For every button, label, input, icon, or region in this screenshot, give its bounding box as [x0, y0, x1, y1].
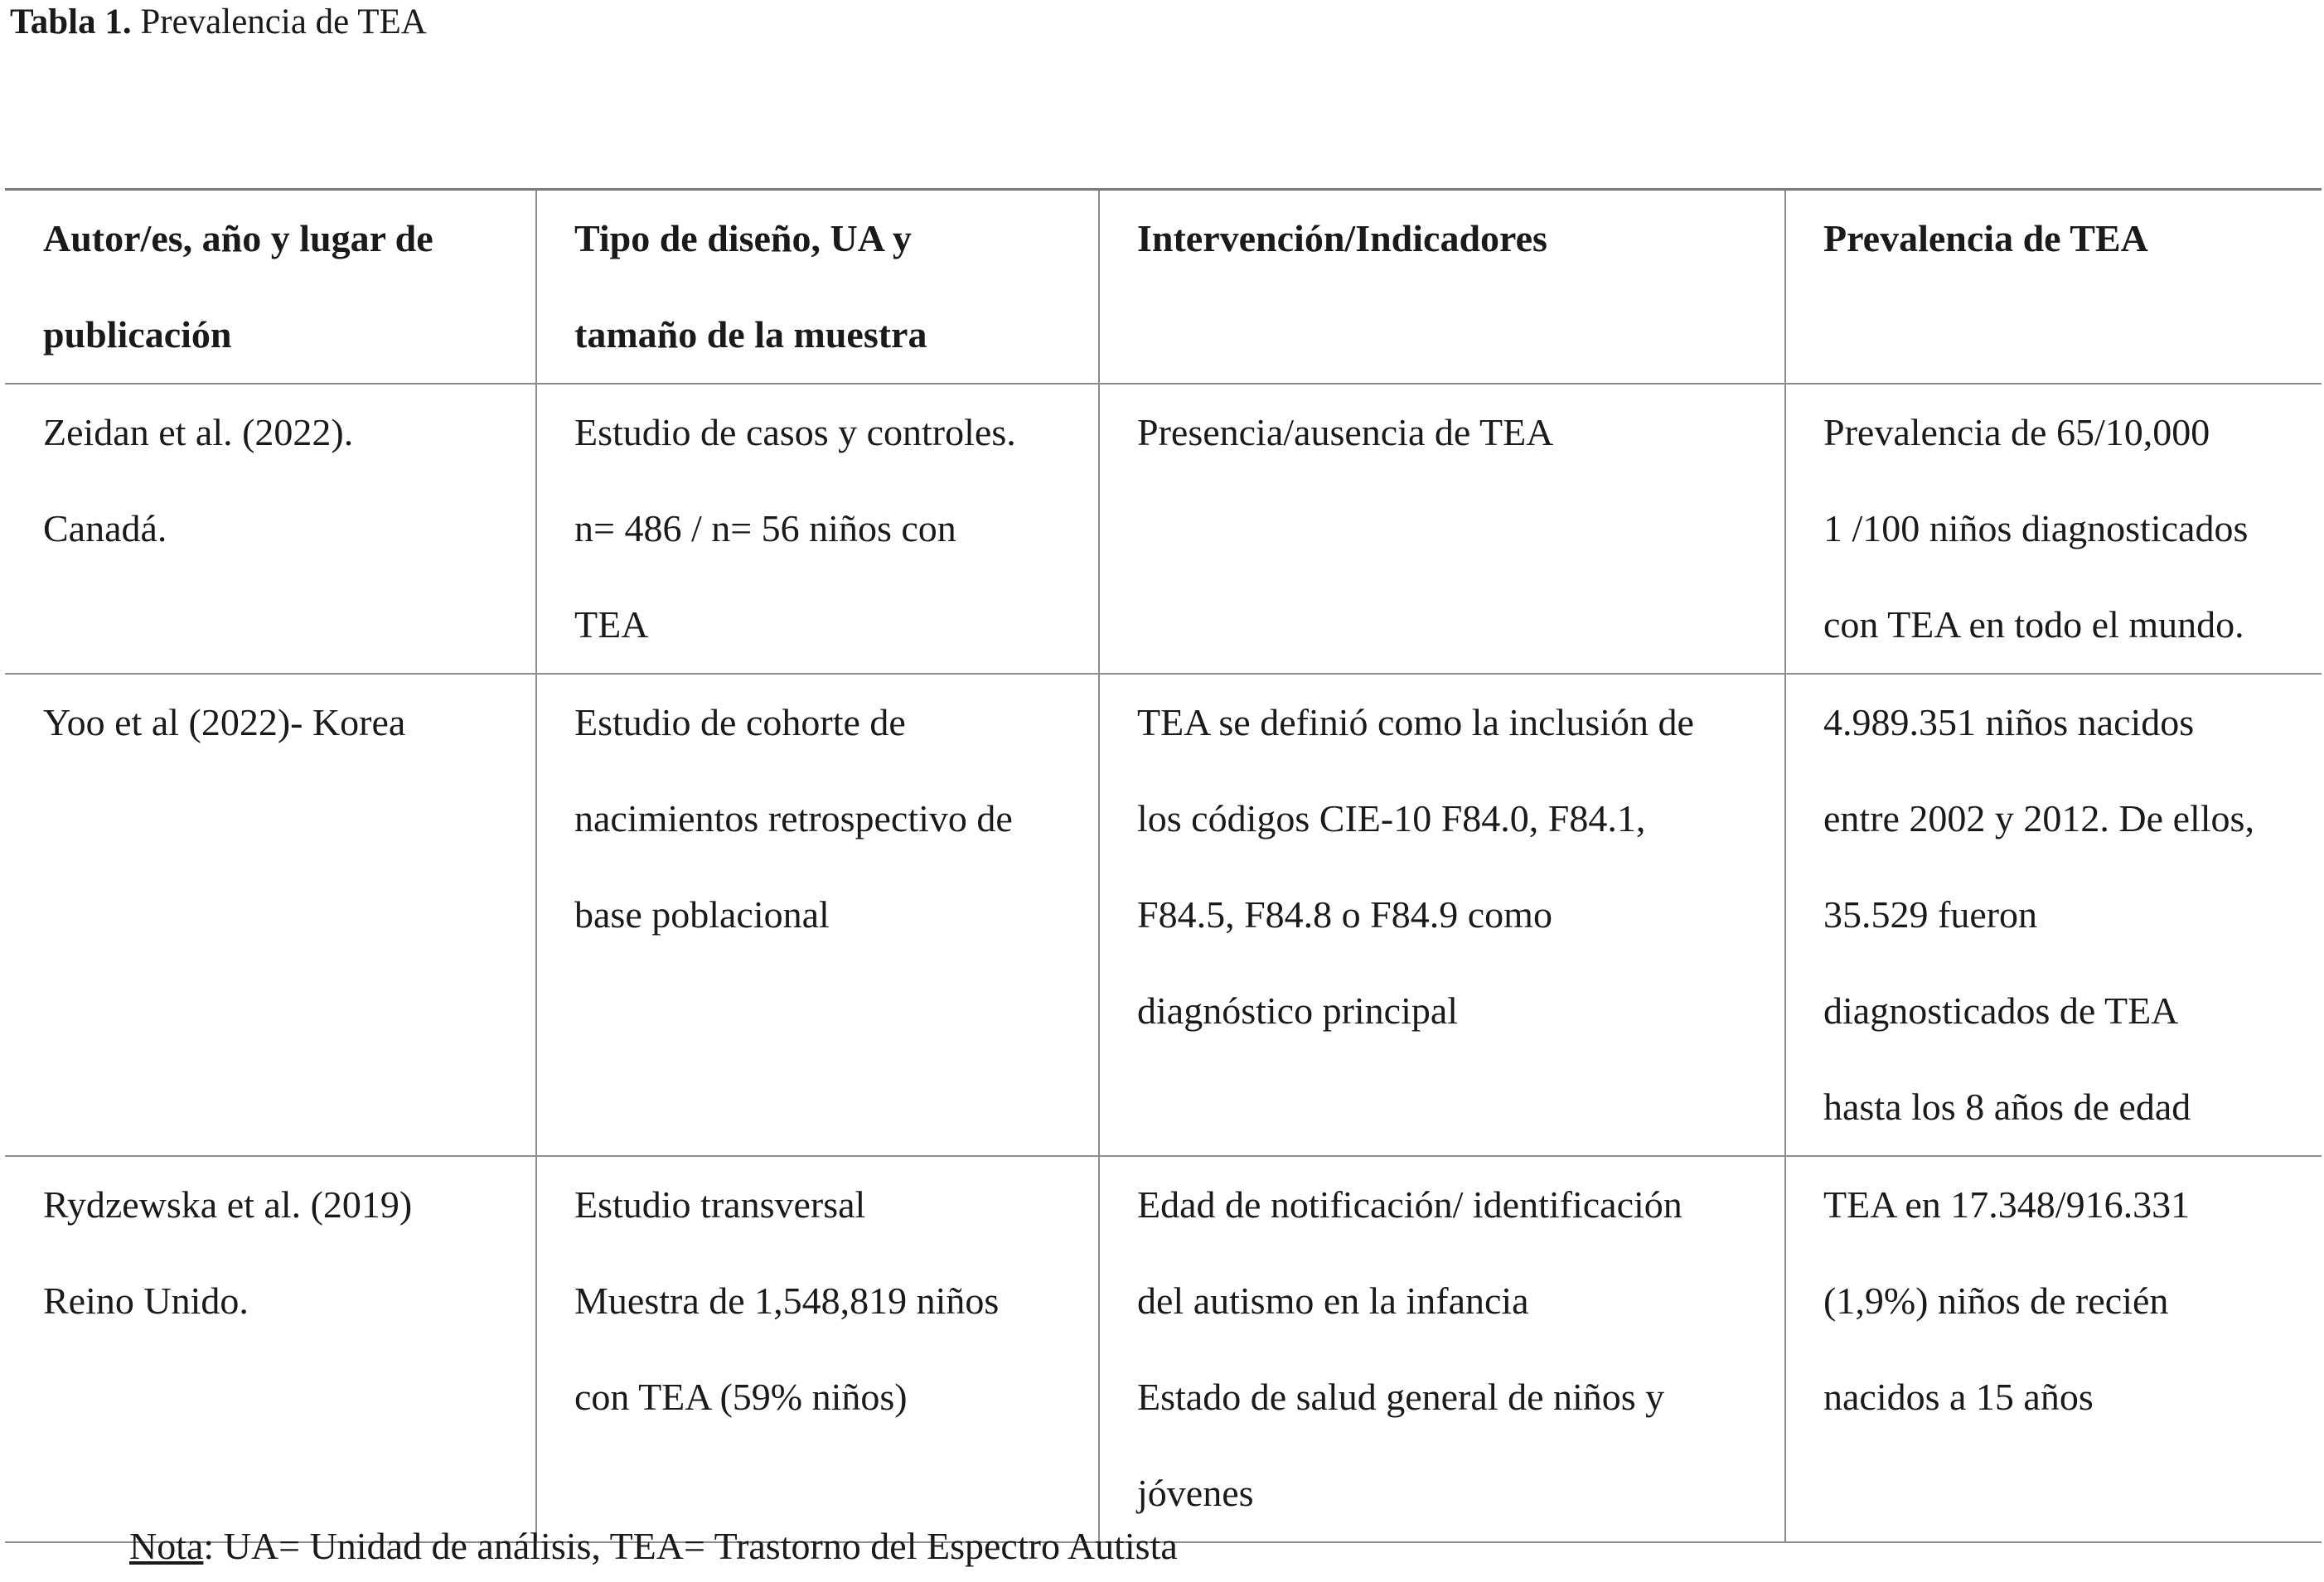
header-design	[536, 190, 1099, 385]
cell-intervention	[1099, 674, 1785, 1156]
cell-line: diagnóstico principal	[1137, 989, 1459, 1032]
note-text: : UA= Unidad de análisis, TEA= Trastorno del Espectro Autista	[203, 1525, 1178, 1567]
cell-design	[536, 384, 1099, 674]
cell-line: Estudio de cohorte de	[574, 701, 906, 743]
cell-line: diagnosticados de TEA	[1823, 989, 2179, 1032]
header-design-line: tamaño de la muestra	[574, 313, 927, 356]
cell-design	[536, 674, 1099, 1156]
cell-line: jóvenes	[1137, 1472, 1254, 1514]
cell-line: Muestra de 1,548,819 niños	[574, 1280, 1000, 1322]
cell-line: Yoo et al (2022)- Korea	[43, 701, 406, 743]
cell-author	[5, 384, 536, 674]
header-intervention	[1099, 190, 1785, 385]
cell-prevalence	[1785, 674, 2322, 1156]
cell-line: con TEA (59% niños)	[574, 1376, 908, 1418]
table-row	[5, 1156, 2322, 1542]
header-author	[5, 190, 536, 385]
note-label: Nota	[129, 1525, 204, 1567]
table-header	[5, 190, 2322, 385]
table-row	[5, 384, 2322, 674]
cell-line: 4.989.351 niños nacidos	[1823, 701, 2195, 743]
caption-text: Prevalencia de TEA	[140, 2, 427, 41]
cell-line: Reino Unido.	[43, 1280, 249, 1322]
cell-line: Estado de salud general de niños y	[1137, 1376, 1665, 1418]
cell-design	[536, 1156, 1099, 1542]
cell-line: TEA se definió como la inclusión de	[1137, 701, 1694, 743]
cell-line: F84.5, F84.8 o F84.9 como	[1137, 893, 1552, 936]
table-caption	[10, 0, 427, 45]
cell-line: TEA en 17.348/916.331	[1823, 1183, 2191, 1226]
cell-line: Canadá.	[43, 507, 167, 549]
header-prevalence	[1785, 190, 2322, 385]
cell-intervention	[1099, 1156, 1785, 1542]
cell-line: Edad de notificación/ identificación	[1137, 1183, 1682, 1226]
header-intervention-line: Intervención/Indicadores	[1137, 217, 1547, 259]
cell-line: Estudio transversal	[574, 1183, 866, 1226]
cell-line: del autismo en la infancia	[1137, 1280, 1529, 1322]
prevalence-table	[5, 188, 2322, 1543]
cell-line: Rydzewska et al. (2019)	[43, 1183, 413, 1226]
header-prevalence-line: Prevalencia de TEA	[1823, 217, 2148, 259]
cell-line: 1 /100 niños diagnosticados	[1823, 507, 2249, 549]
header-row	[5, 190, 2322, 385]
cell-line: Prevalencia de 65/10,000	[1823, 411, 2210, 453]
cell-line: TEA	[574, 603, 649, 646]
cell-line: Zeidan et al. (2022).	[43, 411, 354, 453]
cell-line: hasta los 8 años de edad	[1823, 1086, 2191, 1128]
cell-author	[5, 674, 536, 1156]
cell-line: entre 2002 y 2012. De ellos,	[1823, 797, 2254, 839]
cell-line: nacimientos retrospectivo de	[574, 797, 1013, 839]
cell-prevalence	[1785, 384, 2322, 674]
cell-line: n= 486 / n= 56 niños con	[574, 507, 956, 549]
cell-line: 35.529 fueron	[1823, 893, 2038, 936]
cell-line: nacidos a 15 años	[1823, 1376, 2094, 1418]
header-author-line: publicación	[43, 313, 232, 356]
cell-line: Estudio de casos y controles.	[574, 411, 1016, 453]
caption-label: Tabla 1.	[10, 2, 132, 41]
table-note	[129, 1523, 1178, 1570]
header-author-line: Autor/es, año y lugar de	[43, 217, 433, 259]
cell-author	[5, 1156, 536, 1542]
table-row	[5, 674, 2322, 1156]
cell-intervention	[1099, 384, 1785, 674]
cell-line: los códigos CIE-10 F84.0, F84.1,	[1137, 797, 1646, 839]
cell-prevalence	[1785, 1156, 2322, 1542]
header-design-line: Tipo de diseño, UA y	[574, 217, 912, 259]
cell-line: base poblacional	[574, 893, 830, 936]
table-body	[5, 384, 2322, 1542]
cell-line: Presencia/ausencia de TEA	[1137, 411, 1554, 453]
cell-line: (1,9%) niños de recién	[1823, 1280, 2169, 1322]
cell-line: con TEA en todo el mundo.	[1823, 603, 2244, 646]
